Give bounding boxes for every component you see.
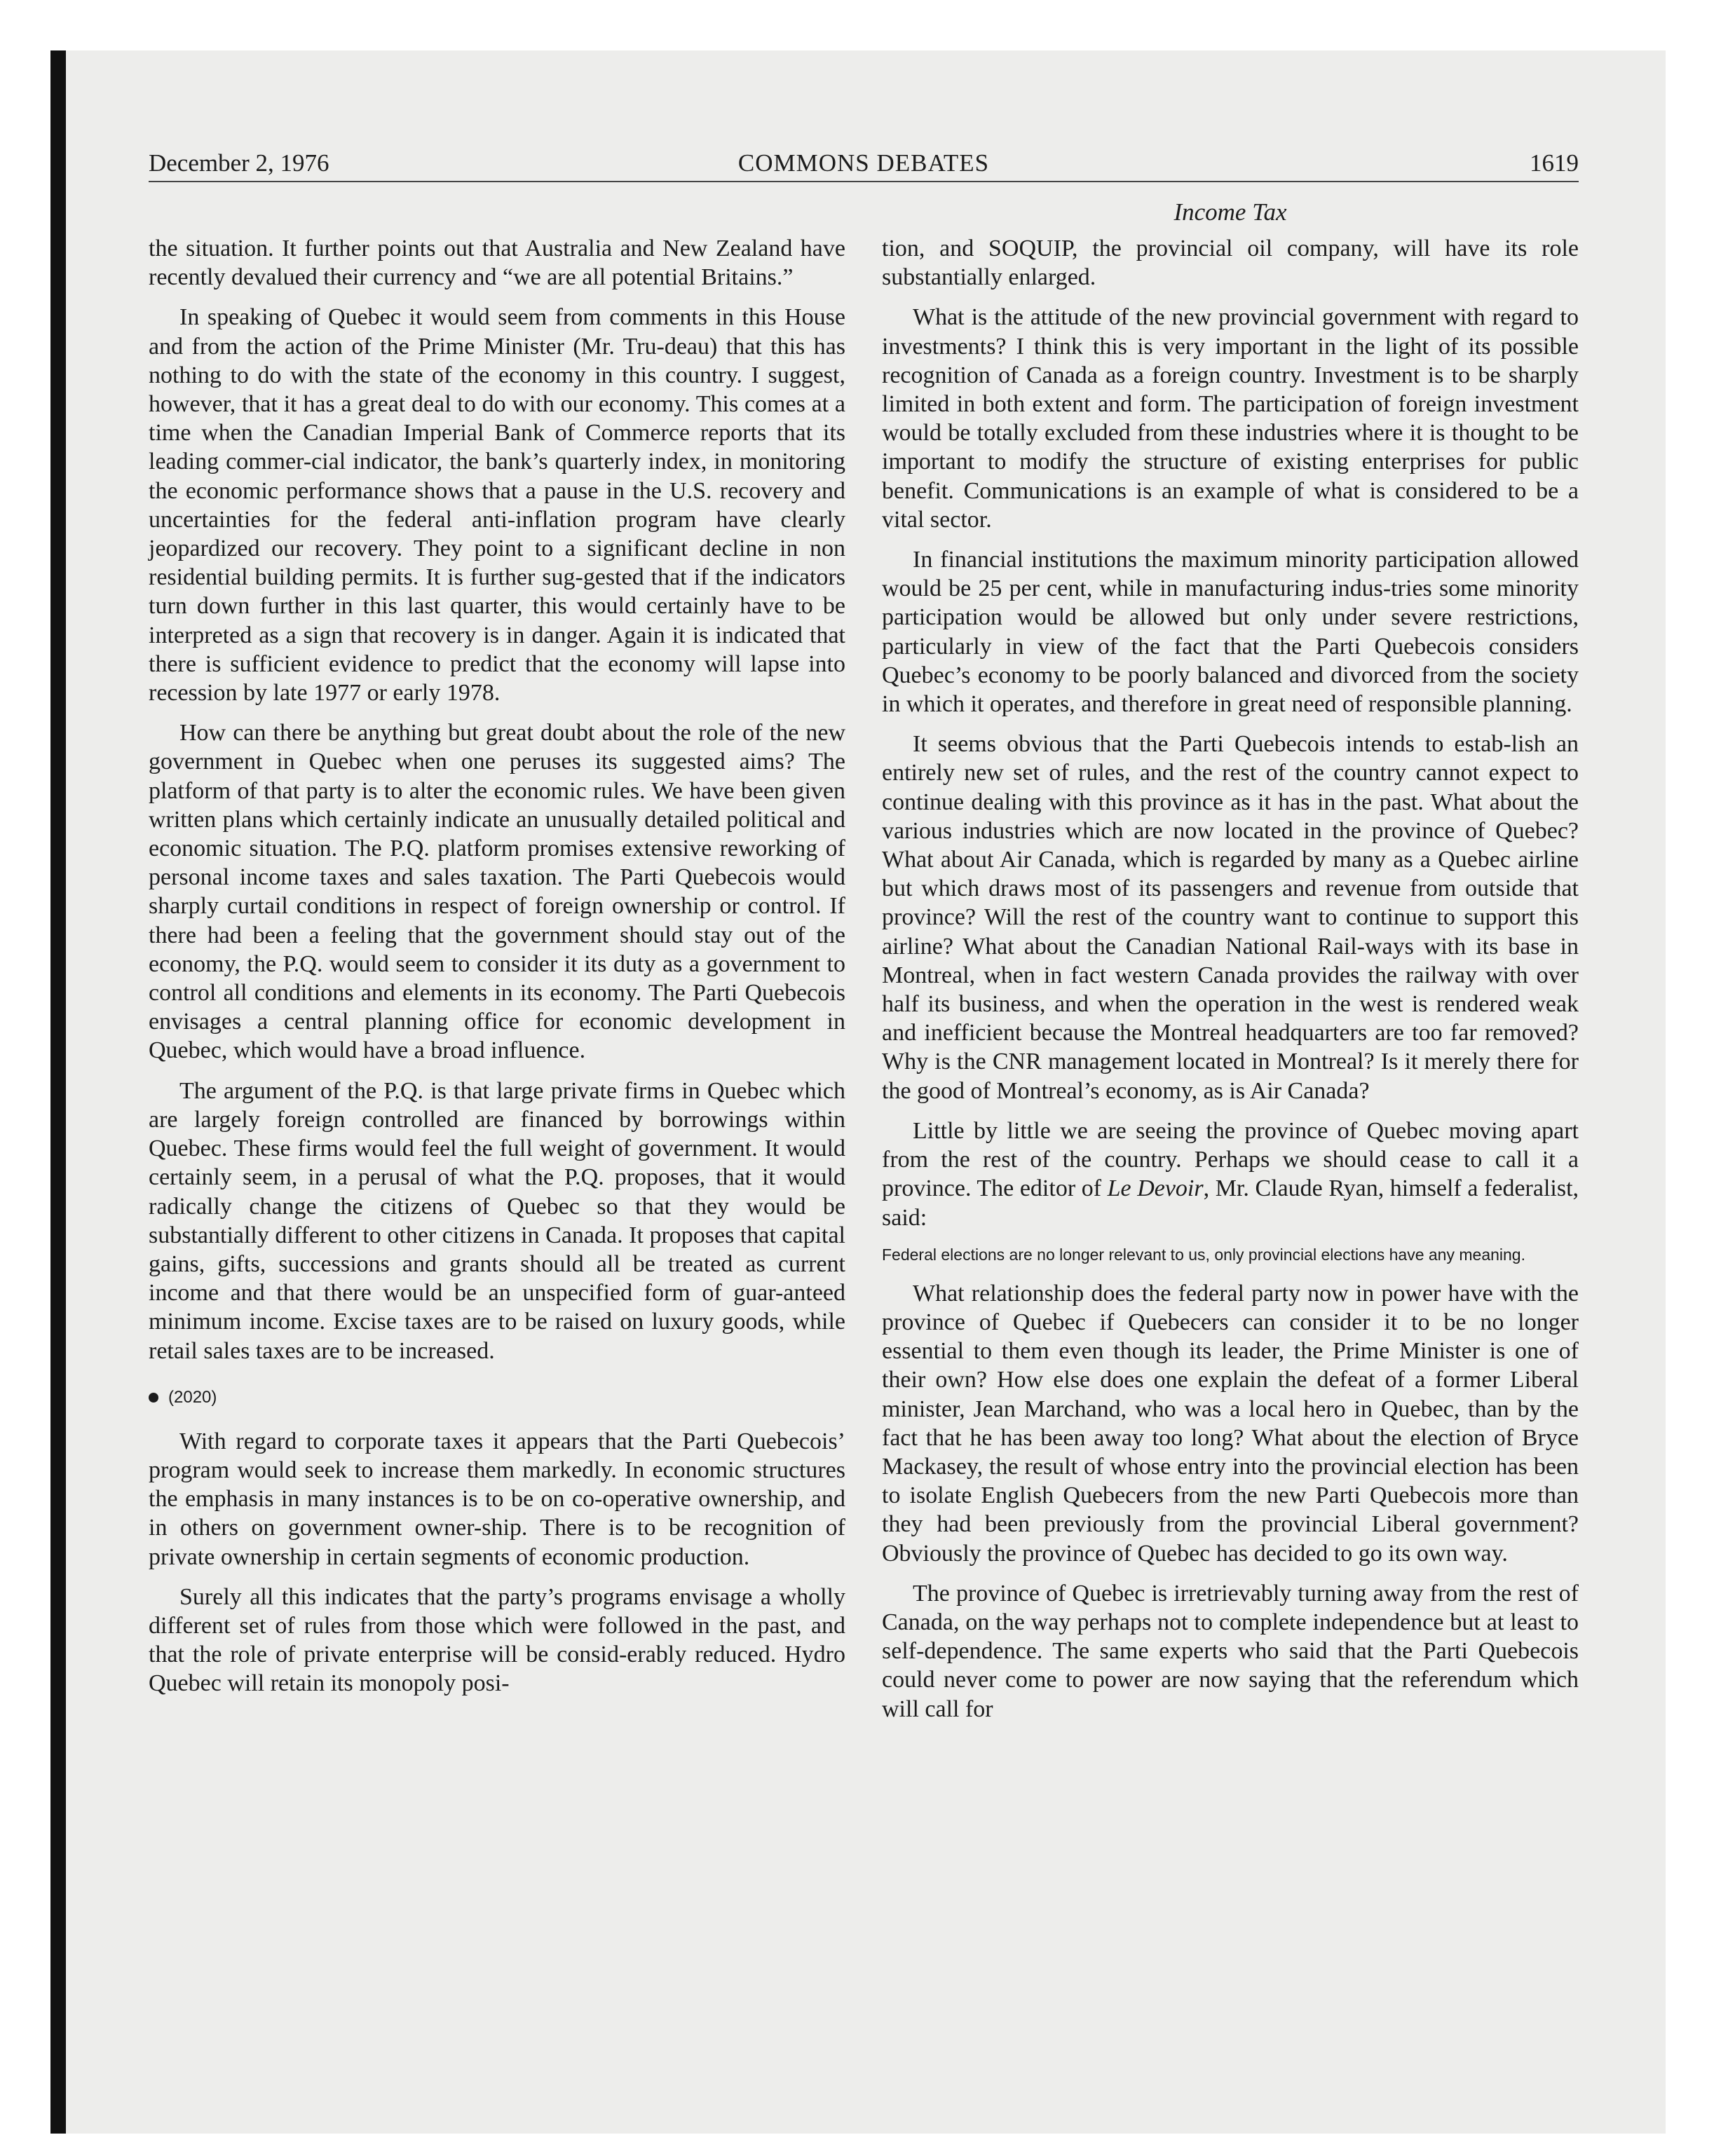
left-column (149, 234, 845, 1710)
paragraph: Surely all this indicates that the party’s programs envisage a wholly different set of rules from those which were followed in the past, and that the role of private enterprise will be consid-erably reduced. Hydro Quebec will retain its monopoly posi- (149, 1583, 845, 1697)
paragraph-text: , Mr. Claude Ryan, himself a federalist, said: (882, 1175, 1579, 1231)
paragraph: How can there be anything but great doubt about the role of the new government in Quebec when one peruses its suggested aims? The platform of that party is to alter the economic rules. We have been given written plans which certainly indicate an unusually detailed political and economic situation. The P.Q. platform promises extensive reworking of personal income taxes and sales taxation. The Parti Quebecois would sharply curtail conditions in respect of foreign ownership or control. If there had been a feeling that the government should stay out of the economy, the P.Q. would seem to consider it its duty as a government to control all conditions and elements in its economy. The Parti Quebecois envisages a central planning office for economic development in Quebec, which would have a broad influence. (149, 720, 845, 1064)
paragraph: the situation. It further points out that Australia and New Zealand have recently devalued their currency and “we are all potential Britains.” (149, 236, 845, 291)
paragraph: With regard to corporate taxes it appears that the Parti Quebecois’ program would seek to increase them markedly. In economic structures the emphasis in many instances is to be on co-operative ownership, and in others on government owner-ship. There is to be recognition of private ownership in certain segments of economic production. (149, 1428, 845, 1570)
bullet-icon (149, 1393, 158, 1403)
paragraph: What is the attitude of the new provincial government with regard to investments? I think this is very important in the light of its possible recognition of Canada as a foreign country. Investment is to be sharply limited in both extent and form. The participation of foreign investment would be totally excluded from these industries where it is thought to be important to modify the structure of existing enterprises for public benefit. Communications is an example of what is considered to be a vital sector. (882, 304, 1579, 533)
time-marker (149, 1384, 845, 1412)
paragraph: In financial institutions the maximum minority participation allowed would be 25 per cent, while in manufacturing indus-tries some minority participation would be allowed but only under severe restrictions, particularly in view of the fact that the Parti Quebecois considers Quebec’s economy to be poorly balanced and divorced from the society in which it operates, and therefore in great need of responsible planning. (882, 547, 1579, 718)
paragraph: It seems obvious that the Parti Quebecois intends to estab-lish an entirely new set of rules, and the rest of the country cannot expect to continue dealing with this province as it has in the past. What about the various industries which are now located in the province of Quebec? What about Air Canada, which is regarded by many as a Quebec airline but which draws most of its passengers and revenue from outside that province? Will the rest of the country want to continue to support this airline? What about the Canadian National Rail-ways with its base in Montreal, when in fact western Canada provides the railway with over half its business, and when the operation in the west is rendered weak and inefficient because the Montreal headquarters are too far removed? Why is the CNR management located in Montreal? Is it merely there for the good of Montreal’s economy, as is Air Canada? (882, 731, 1579, 1104)
paragraph: What relationship does the federal party now in power have with the province of Quebec if Quebecers can consider it to be no longer essential to them even though its leader, the Prime Minister is one of their own? How else does one explain the defeat of a former Liberal minister, Jean Marchand, who was a local hero in Quebec, than by the fact that he has been away too long? What about the election of Bryce Mackasey, the result of whose entry into the provincial election has been to isolate English Quebecers from the new Parti Quebecois more than they had been previously from the provincial Liberal government? Obviously the province of Quebec has decided to go its own way. (882, 1280, 1579, 1567)
subject-heading: Income Tax (1173, 198, 1287, 226)
right-column (882, 234, 1579, 1735)
header-title: COMMONS DEBATES (737, 149, 990, 177)
paragraph: The province of Quebec is irretrievably turning away from the rest of Canada, on the way perhaps not to complete independence but at least to self-dependence. The same experts who said that the Parti Quebecois could never come to power are now saying that the referendum which will call for (882, 1580, 1579, 1722)
paragraph (882, 1117, 1579, 1232)
running-header (149, 146, 1579, 182)
header-date: December 2, 1976 (149, 149, 329, 177)
time-marker-label: (2020) (168, 1387, 217, 1407)
paragraph: tion, and SOQUIP, the provincial oil company, will have its role substantially enlarged. (882, 236, 1579, 291)
publication-title: Le Devoir (1107, 1175, 1204, 1202)
paragraph-text: Little by little we are seeing the province of Quebec moving apart from the rest of the country. Perhaps we should cease to call it a province. The editor of (882, 1117, 1579, 1202)
scan-edge (50, 50, 66, 2134)
block-quote: Federal elections are no longer relevant to us, only provincial elections have any meaning. (882, 1245, 1525, 1264)
paragraph: In speaking of Quebec it would seem from comments in this House and from the action of the Prime Minister (Mr. Tru-deau) that this has nothing to do with the state of the economy in this country. I suggest, however, that it has a great deal to do with our economy. This comes at a time when the Canadian Imperial Bank of Commerce reports that its leading commer-cial indicator, the bank’s quarterly index, in monitoring the economic performance shows that a pause in the U.S. recovery and uncertainties for the federal anti-inflation program have clearly jeopardized our recovery. They point to a significant decline in non residential building permits. It is further sug-gested that if the indicators turn down further in this last quarter, this would certainly have to be interpreted as a sign that recovery is in danger. Again it is indicated that there is sufficient evidence to predict that the economy will lapse into recession by late 1977 or early 1978. (149, 304, 845, 707)
page-number: 1619 (1530, 149, 1579, 177)
paragraph: The argument of the P.Q. is that large private firms in Quebec which are largely foreign controlled are financed by borrowings within Quebec. These firms would feel the full weight of government. It would certainly seem, in a perusal of what the P.Q. proposes, that it would radically change the citizens of Quebec so that they would be substantially different to other citizens in Canada. It proposes that capital gains, gifts, successions and grants should all be treated as current income and that there would be an unspecified form of guar-anteed minimum income. Excise taxes are to be raised on luxury goods, while retail sales taxes are to be increased. (149, 1077, 845, 1364)
